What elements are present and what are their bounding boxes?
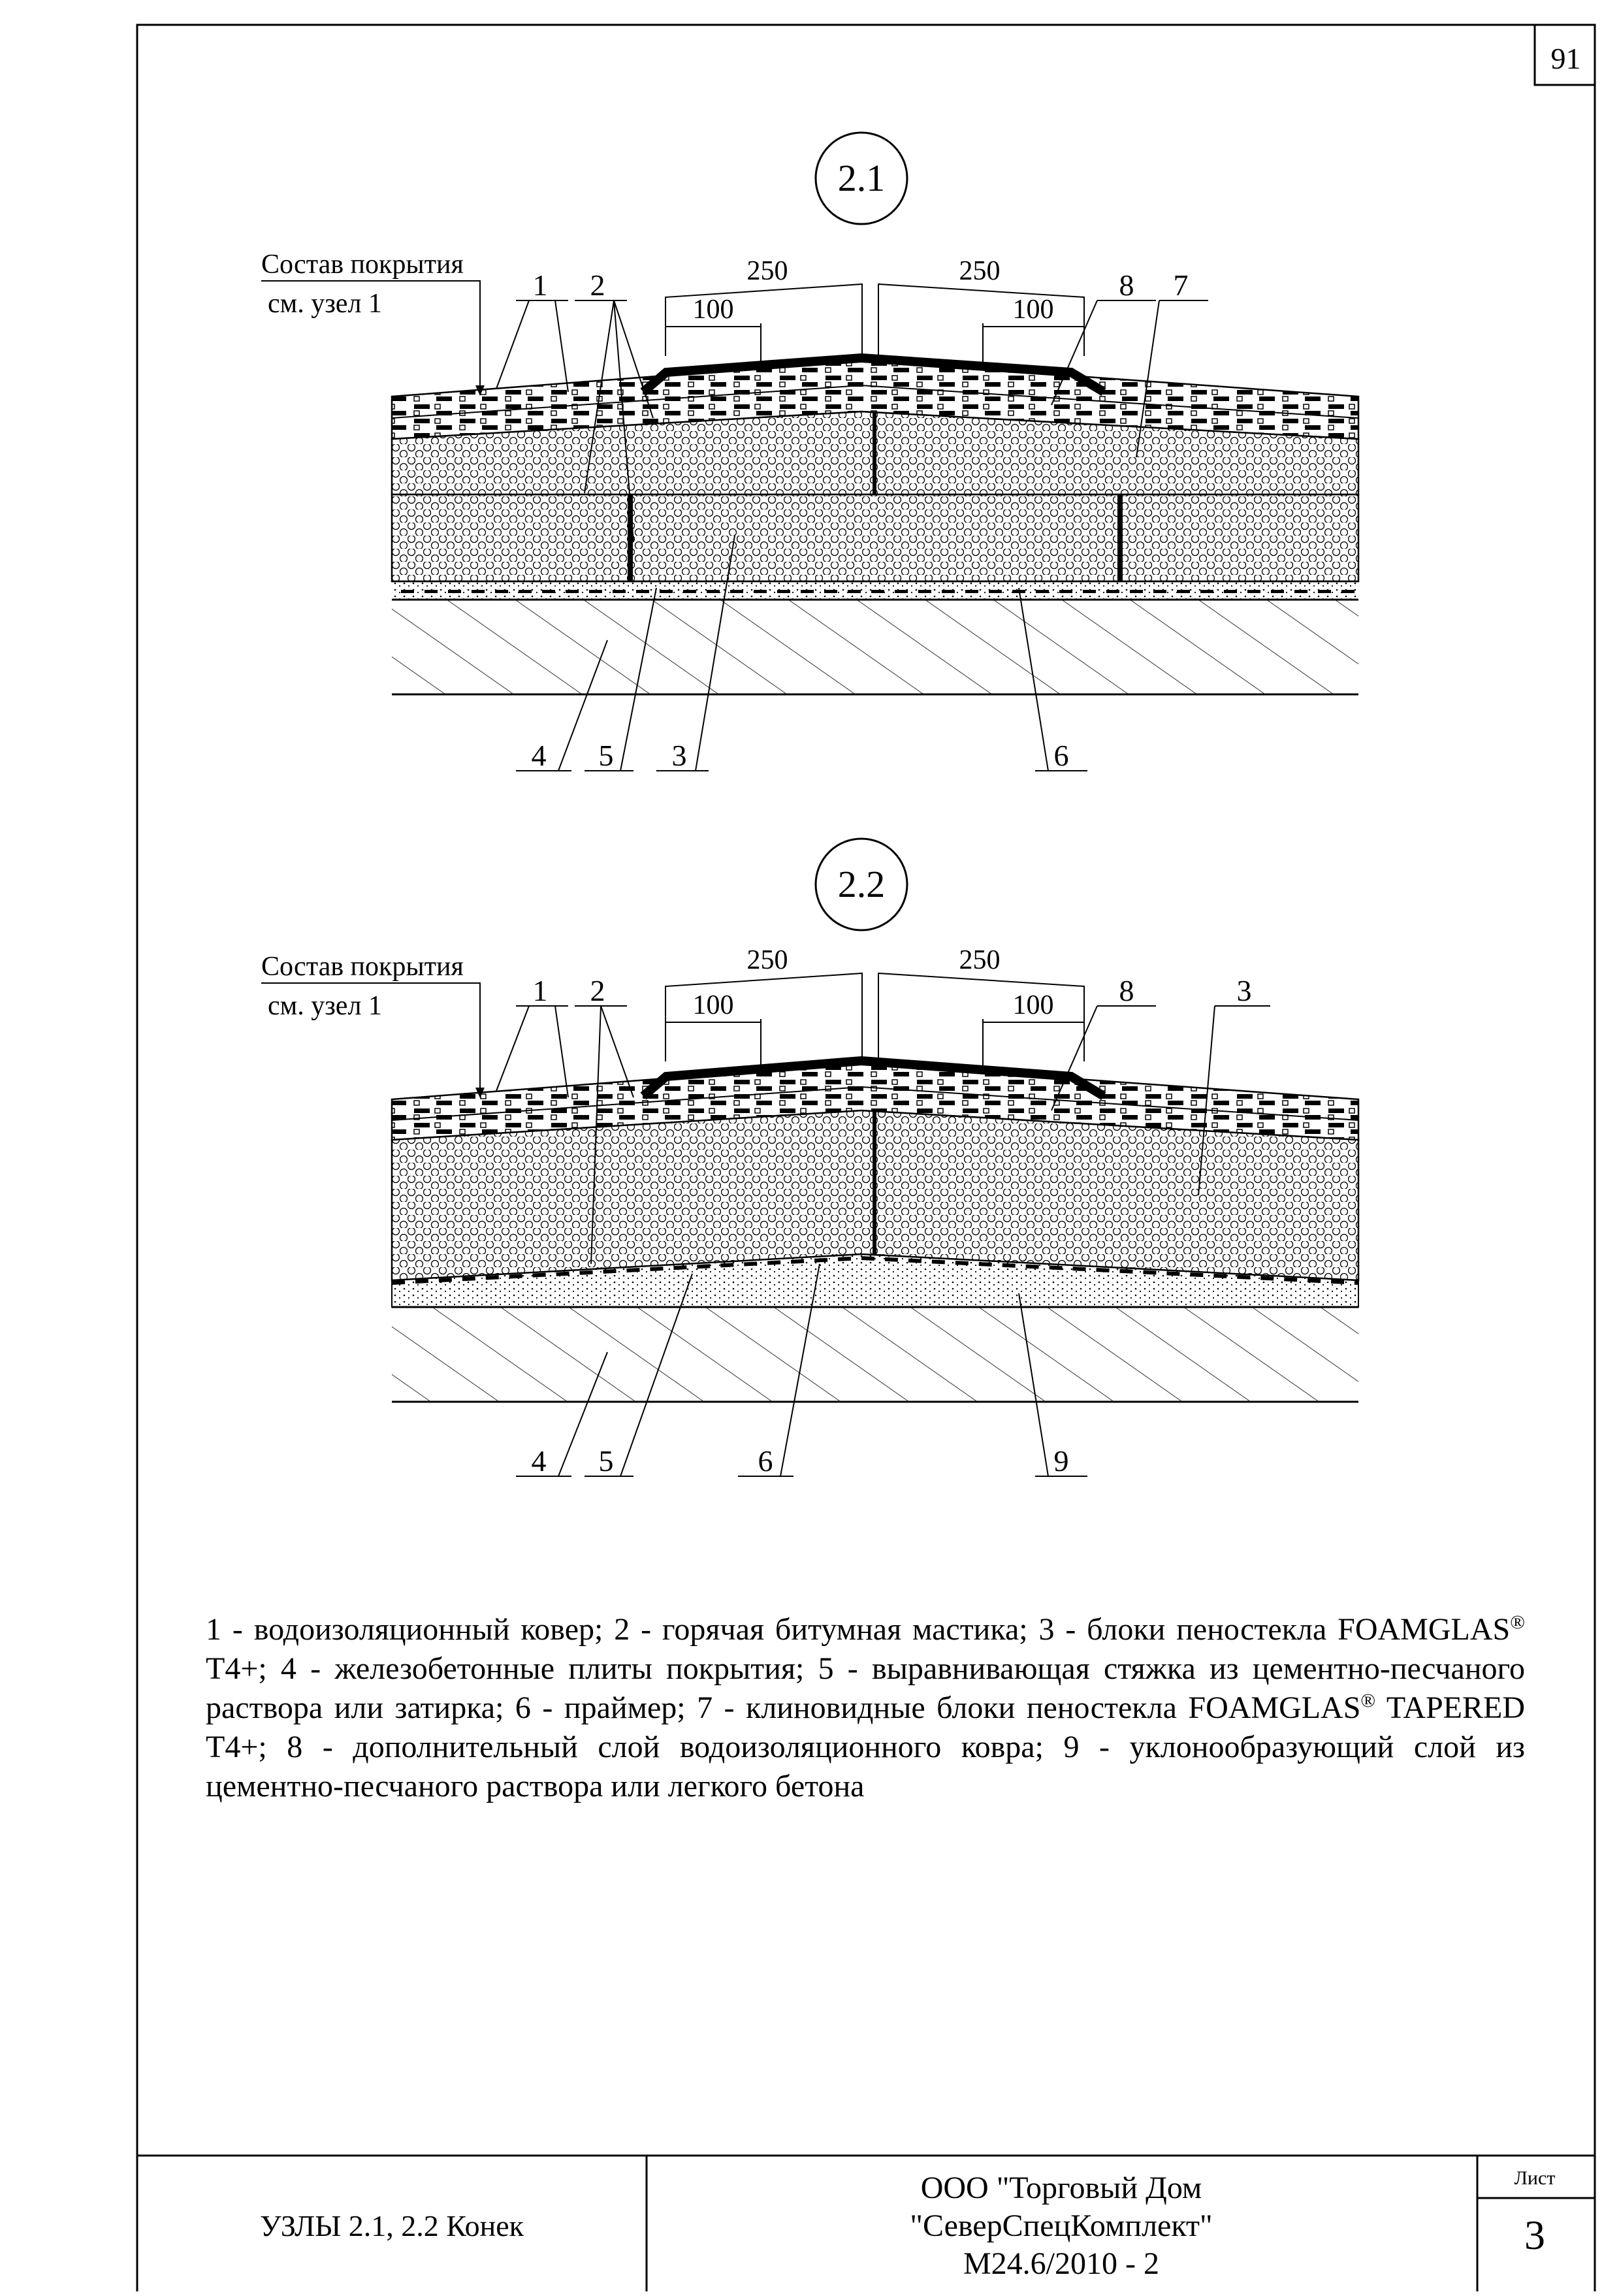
legend-part-1: 1 - водоизоляционный ковер; 2 - горячая битумная мастика; 3 - блоки пеностекла FOAMGLAS <box>206 1612 1511 1647</box>
detail-2-2 <box>261 839 1358 1476</box>
document-code: М24.6/2010 - 2 <box>963 2246 1159 2281</box>
callout-number: 9 <box>1053 1444 1069 1478</box>
callout-number: 5 <box>598 1444 614 1478</box>
detail-2-1 <box>261 133 1358 771</box>
page-number: 91 <box>1550 41 1581 75</box>
org-line-1: ООО "Торговый Дом <box>920 2170 1202 2205</box>
callout-number: 2 <box>590 268 605 302</box>
legend-part-3: TAPERED T4+; 8 - дополнительный слой водоизоляционного ковра; 9 - уклонообразующий слой из цементно-песчаного раствора или легкого бетона <box>206 1690 1525 1803</box>
stamp-title: УЗЛЫ 2.1, 2.2 Конек <box>259 2209 524 2242</box>
callout-number: 2 <box>590 974 605 1007</box>
dimension-label: 100 <box>1012 295 1054 325</box>
callout-number: 8 <box>1119 268 1134 302</box>
callout-number: 3 <box>1236 974 1252 1007</box>
sheet-number: 3 <box>1524 2212 1545 2258</box>
stamp-organization <box>647 2156 1476 2296</box>
sheet-label: Лист <box>1514 2167 1556 2189</box>
callout-number: 1 <box>532 974 548 1007</box>
legend <box>206 1610 1525 1806</box>
dimension-label: 250 <box>959 945 1001 975</box>
callout-number: 7 <box>1173 268 1189 302</box>
dimension-label: 100 <box>692 990 734 1020</box>
dimension-label: 100 <box>692 295 734 325</box>
dimension-label: 250 <box>746 945 788 975</box>
dimension-label: 100 <box>1012 990 1054 1020</box>
org-line-2: "СеверСпецКомплект" <box>910 2208 1213 2243</box>
registered-mark: ® <box>1360 1690 1376 1711</box>
callout-number: 3 <box>671 739 687 772</box>
callout-number: 8 <box>1119 974 1134 1007</box>
callout-number: 6 <box>758 1444 773 1478</box>
callout-number: 6 <box>1053 739 1069 772</box>
callout-number: 4 <box>531 1444 547 1478</box>
registered-mark: ® <box>1510 1611 1525 1633</box>
callout-number: 5 <box>598 739 614 772</box>
composition-note-ref: см. узел 1 <box>268 991 382 1021</box>
dimension-label: 250 <box>959 256 1001 286</box>
composition-note-ref: см. узел 1 <box>268 289 382 319</box>
composition-note: Состав покрытия <box>261 952 464 982</box>
composition-note: Состав покрытия <box>261 250 464 280</box>
detail-id: 2.1 <box>837 157 886 199</box>
legend-part-2: T4+; 4 - железобетонные плиты покрытия; 5 - выравнивающая стяжка из цементно-песчаного раствора или затирка; 6 - праймер; 7 - клиновидные блоки пеностекла FOAMGLAS <box>206 1651 1525 1725</box>
detail-id: 2.2 <box>837 863 886 905</box>
callout-number: 4 <box>531 739 547 772</box>
callout-number: 1 <box>532 268 548 302</box>
dimension-label: 250 <box>746 256 788 286</box>
